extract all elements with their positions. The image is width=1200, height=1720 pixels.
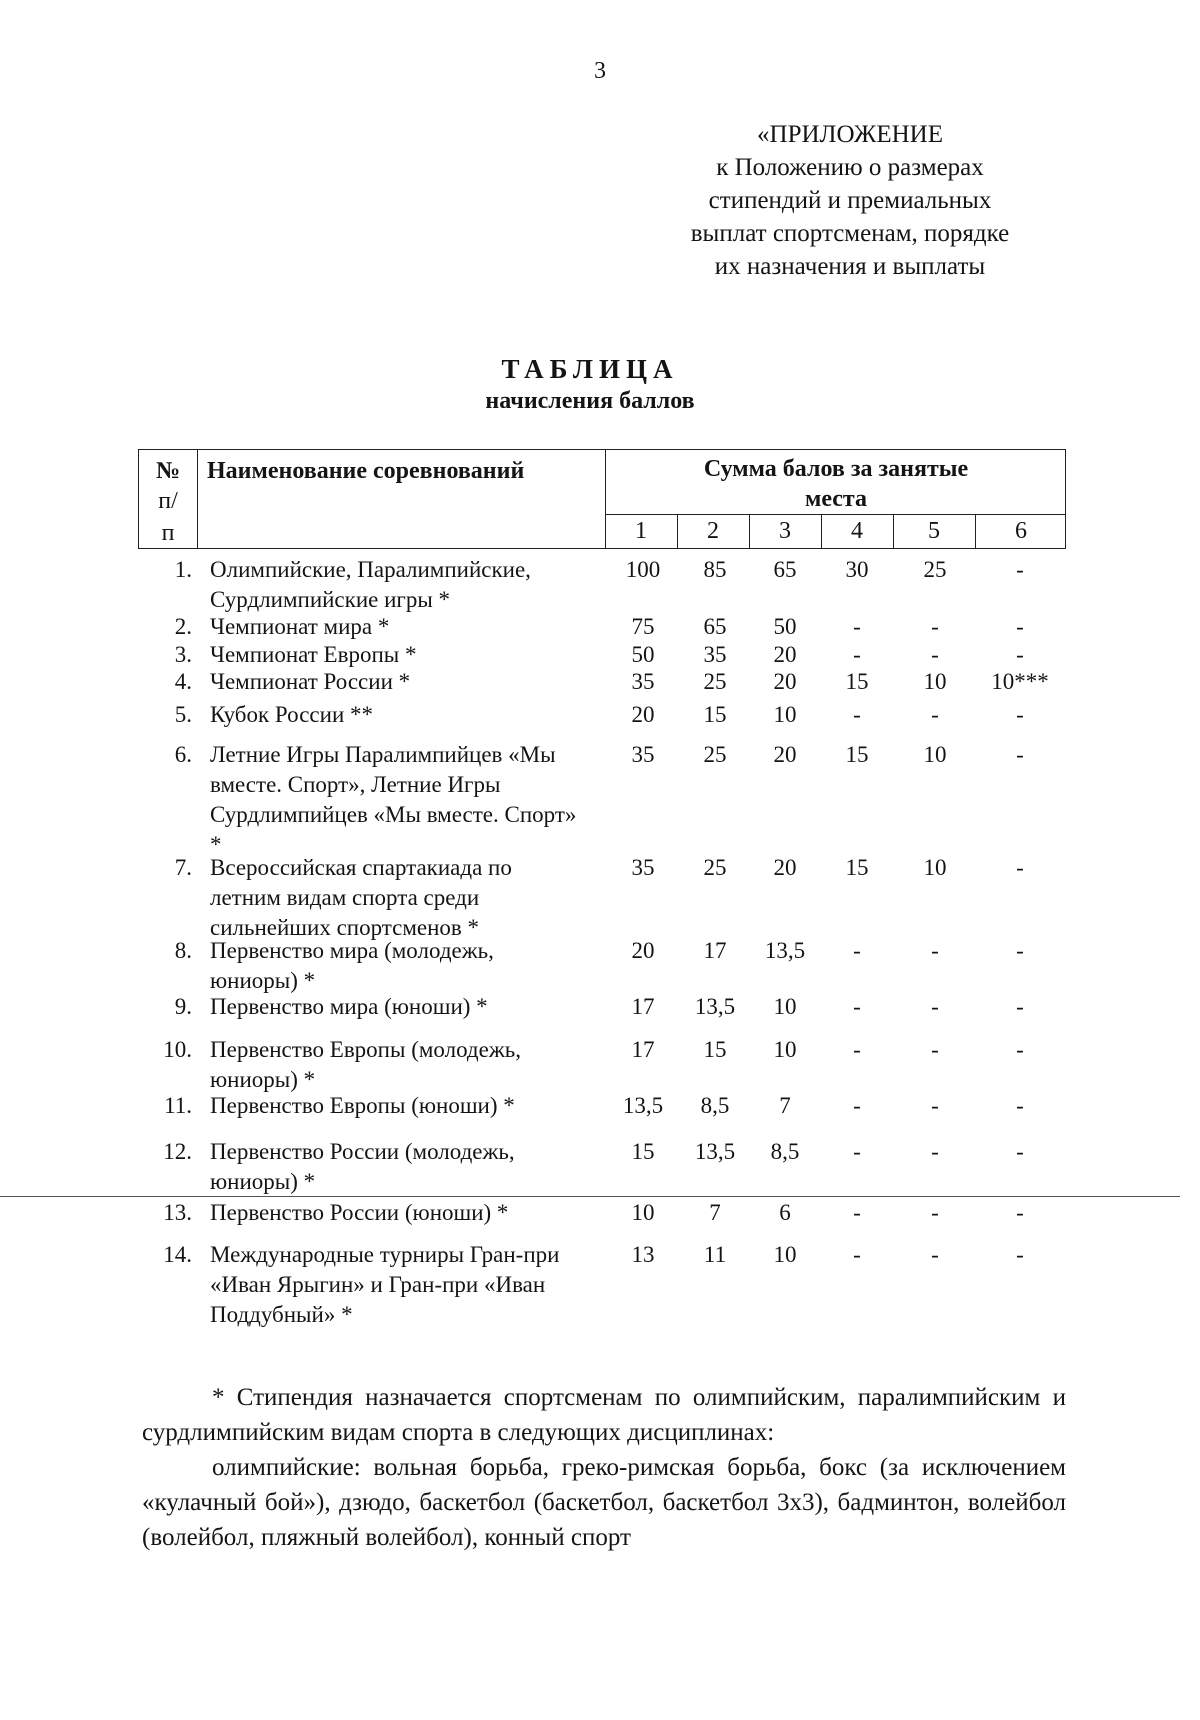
- competition-name: Олимпийские, Паралимпийские, Сурдлимпийские игры *: [210, 557, 531, 612]
- header-sum: Сумма балов за занятые: [703, 456, 969, 482]
- score-place-1: 35: [631, 742, 655, 767]
- row-number: 12.: [163, 1139, 192, 1164]
- footnote-paragraph: олимпийские: вольная борьба, греко-римская борьба, бокс (за исключением «кулачный бой»), дзюдо, баскетбол (баскетбол, баскетбол 3х3), бадминтон, волейбол (волейбол, пляжный волейбол), конный спорт: [142, 1454, 1066, 1551]
- score-place-5: -: [931, 1037, 939, 1062]
- row-number: 1.: [174, 557, 192, 582]
- score-place-3: 10: [773, 702, 797, 727]
- table-header: [138, 449, 1066, 549]
- score-place-2: 25: [703, 855, 727, 880]
- score-place-3: 13,5: [764, 938, 806, 963]
- appendix-line: «ПРИЛОЖЕНИЕ: [757, 121, 943, 148]
- score-place-5: -: [931, 1200, 939, 1225]
- appendix-line: выплат спортсменам, порядке: [690, 220, 1010, 247]
- score-place-1: 13,5: [622, 1093, 664, 1118]
- score-place-3: 20: [773, 669, 797, 694]
- score-place-6: -: [1016, 1093, 1024, 1118]
- appendix-line: к Положению о размерах: [716, 154, 984, 181]
- score-place-4: -: [853, 1139, 861, 1164]
- row-number: 10.: [163, 1037, 192, 1062]
- competition-name: Первенство России (юноши) *: [210, 1200, 509, 1225]
- score-place-4: -: [853, 938, 861, 963]
- score-place-5: -: [931, 1242, 939, 1267]
- score-place-5: -: [931, 1093, 939, 1118]
- footnote: [142, 1380, 1066, 1555]
- score-place-2: 65: [703, 614, 727, 639]
- score-place-3: 10: [773, 994, 797, 1019]
- score-place-4: 30: [845, 557, 869, 582]
- score-place-3: 20: [773, 742, 797, 767]
- row-number: 6.: [174, 742, 192, 767]
- score-place-4: -: [853, 994, 861, 1019]
- table-subtitle: начисления баллов: [485, 388, 695, 414]
- page-number: 3: [594, 58, 606, 84]
- score-place-5: -: [931, 938, 939, 963]
- score-place-6: -: [1016, 742, 1024, 767]
- header-num: п: [161, 520, 175, 546]
- score-place-3: 50: [773, 614, 797, 639]
- score-place-1: 50: [631, 642, 655, 667]
- score-place-5: 10: [923, 669, 947, 694]
- score-place-5: 10: [923, 742, 947, 767]
- score-place-6: -: [1016, 614, 1024, 639]
- score-place-3: 20: [773, 642, 797, 667]
- score-place-2: 17: [703, 938, 727, 963]
- competition-name: Чемпионат мира *: [210, 614, 390, 639]
- row-number: 9.: [174, 994, 192, 1019]
- header-place: 5: [928, 518, 940, 544]
- table-title: ТАБЛИЦА: [501, 354, 679, 384]
- score-place-2: 25: [703, 742, 727, 767]
- score-place-6: -: [1016, 1242, 1024, 1267]
- score-place-5: -: [931, 994, 939, 1019]
- header-place: 6: [1015, 518, 1027, 544]
- score-place-6: -: [1016, 557, 1024, 582]
- score-place-6: -: [1016, 855, 1024, 880]
- score-place-5: -: [931, 702, 939, 727]
- score-place-2: 13,5: [694, 1139, 736, 1164]
- score-place-2: 15: [703, 702, 727, 727]
- header-divider: [605, 514, 1065, 515]
- scan-line: [0, 1196, 1180, 1197]
- header-num: п/: [158, 488, 178, 514]
- score-place-4: -: [853, 702, 861, 727]
- row-number: 13.: [163, 1200, 192, 1225]
- row-number: 7.: [174, 855, 192, 880]
- score-place-6: -: [1016, 1200, 1024, 1225]
- score-place-3: 6: [779, 1200, 791, 1225]
- score-place-1: 17: [631, 1037, 655, 1062]
- score-place-3: 65: [773, 557, 797, 582]
- score-place-3: 10: [773, 1242, 797, 1267]
- row-number: 4.: [174, 669, 192, 694]
- appendix-line: стипендий и премиальных: [708, 187, 992, 214]
- score-place-1: 35: [631, 855, 655, 880]
- header-name: Наименование соревнований: [207, 458, 525, 484]
- score-place-6: -: [1016, 994, 1024, 1019]
- score-place-2: 25: [703, 669, 727, 694]
- score-place-4: -: [853, 1093, 861, 1118]
- score-place-3: 10: [773, 1037, 797, 1062]
- header-place: 1: [635, 518, 647, 544]
- score-place-5: -: [931, 1139, 939, 1164]
- competition-name: Первенство Европы (юноши) *: [210, 1093, 515, 1118]
- score-place-2: 13,5: [694, 994, 736, 1019]
- header-place: 3: [779, 518, 791, 544]
- score-place-2: 35: [703, 642, 727, 667]
- table-title-block: [440, 352, 740, 416]
- competition-name: Кубок России **: [210, 702, 374, 727]
- header-sum: места: [804, 486, 868, 512]
- competition-name: Первенство мира (молодежь, юниоры) *: [210, 938, 494, 993]
- score-place-1: 35: [631, 669, 655, 694]
- score-place-2: 85: [703, 557, 727, 582]
- appendix-heading: [640, 118, 1060, 283]
- score-place-4: 15: [845, 855, 869, 880]
- score-place-6: -: [1016, 1139, 1024, 1164]
- score-place-4: -: [853, 1242, 861, 1267]
- score-place-5: -: [931, 614, 939, 639]
- competition-name: Первенство мира (юноши) *: [210, 994, 488, 1019]
- score-place-5: 25: [923, 557, 947, 582]
- row-number: 8.: [174, 938, 192, 963]
- score-place-4: -: [853, 642, 861, 667]
- row-number: 14.: [163, 1242, 192, 1267]
- score-place-2: 7: [709, 1200, 721, 1225]
- score-place-6: -: [1016, 1037, 1024, 1062]
- header-place: 4: [851, 518, 863, 544]
- competition-name: Всероссийская спартакиада по летним видам спорта среди сильнейших спортсменов *: [210, 855, 512, 940]
- score-place-1: 75: [631, 614, 655, 639]
- score-place-2: 8,5: [700, 1093, 730, 1118]
- competition-name: Первенство Европы (молодежь, юниоры) *: [210, 1037, 521, 1092]
- score-place-4: 15: [845, 742, 869, 767]
- score-place-5: -: [931, 642, 939, 667]
- header-num: №: [155, 458, 181, 484]
- score-place-1: 20: [631, 938, 655, 963]
- score-place-1: 15: [631, 1139, 655, 1164]
- score-place-3: 8,5: [770, 1139, 800, 1164]
- appendix-line: их назначения и выплаты: [714, 253, 986, 280]
- score-place-6: 10***: [991, 669, 1049, 694]
- footnote-paragraph: * Стипендия назначается спортсменам по олимпийским, паралимпийским и сурдлимпийским видам спорта в следующих дисциплинах:: [142, 1384, 1066, 1446]
- row-number: 11.: [164, 1093, 192, 1118]
- row-number: 3.: [174, 642, 192, 667]
- score-place-1: 20: [631, 702, 655, 727]
- score-place-4: -: [853, 614, 861, 639]
- score-place-1: 100: [625, 557, 661, 582]
- score-place-2: 15: [703, 1037, 727, 1062]
- row-number: 2.: [174, 614, 192, 639]
- score-place-1: 10: [631, 1200, 655, 1225]
- competition-name: Чемпионат России *: [210, 669, 411, 694]
- score-place-4: -: [853, 1037, 861, 1062]
- header-divider: [197, 450, 198, 548]
- header-place: 2: [707, 518, 719, 544]
- score-place-4: -: [853, 1200, 861, 1225]
- score-place-4: 15: [845, 669, 869, 694]
- competition-name: Чемпионат Европы *: [210, 642, 417, 667]
- score-place-6: -: [1016, 702, 1024, 727]
- score-place-3: 7: [779, 1093, 791, 1118]
- score-place-1: 13: [631, 1242, 655, 1267]
- score-place-3: 20: [773, 855, 797, 880]
- score-place-2: 11: [703, 1242, 727, 1267]
- competition-name: Первенство России (молодежь, юниоры) *: [210, 1139, 515, 1194]
- score-place-6: -: [1016, 938, 1024, 963]
- row-number: 5.: [174, 702, 192, 727]
- score-place-6: -: [1016, 642, 1024, 667]
- competition-name: Международные турниры Гран-при «Иван Ярыгин» и Гран-при «Иван Поддубный» *: [210, 1242, 560, 1327]
- score-place-1: 17: [631, 994, 655, 1019]
- competition-name: Летние Игры Паралимпийцев «Мы вместе. Спорт», Летние Игры Сурдлимпийцев «Мы вместе. Спорт» *: [210, 742, 577, 857]
- score-place-5: 10: [923, 855, 947, 880]
